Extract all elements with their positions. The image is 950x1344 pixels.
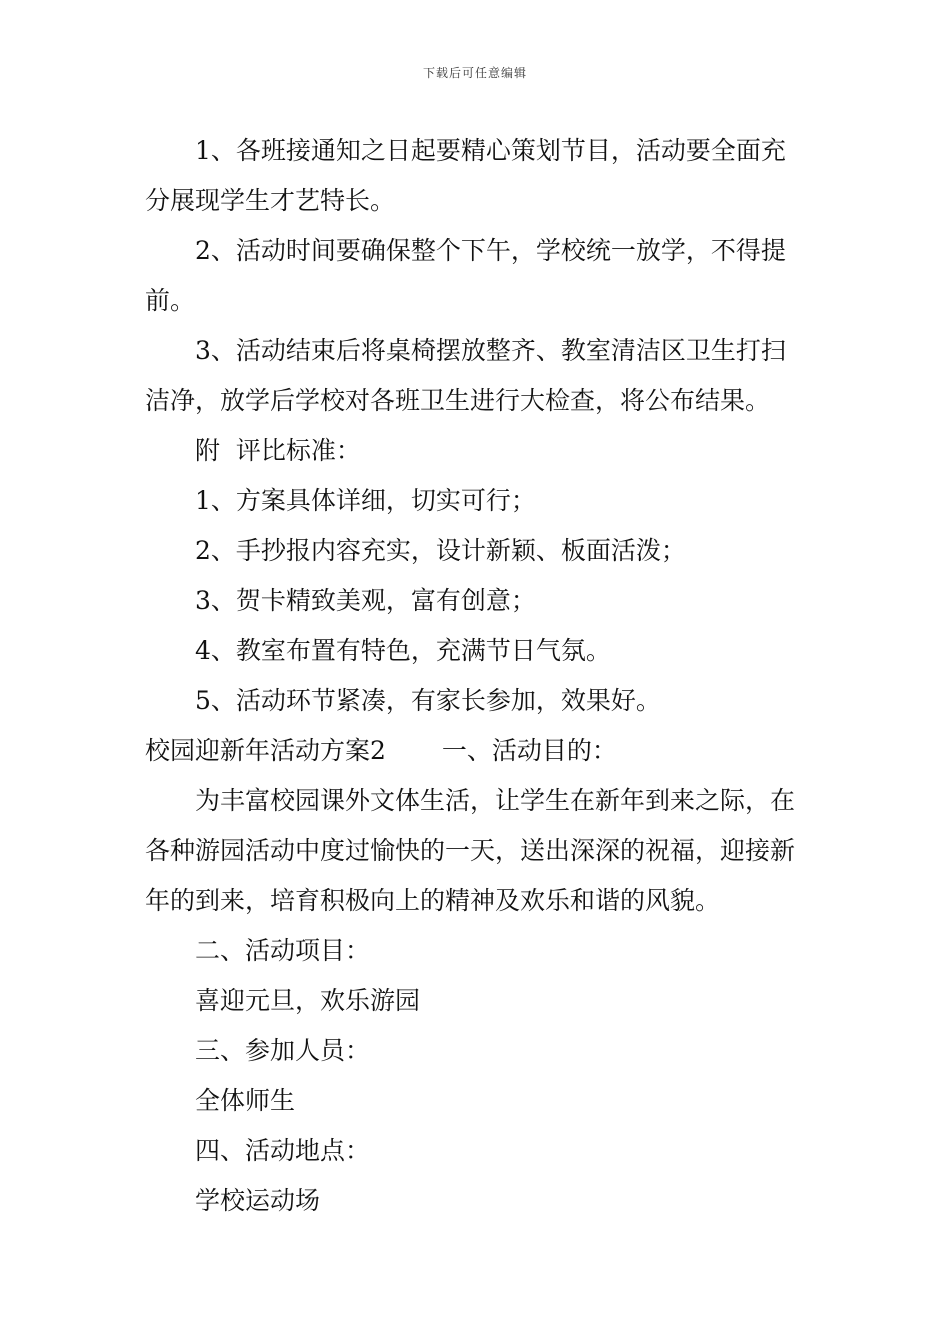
paragraph-heading-participants: 三、参加人员： <box>195 1036 371 1065</box>
paragraph-rule-1: 1、各班接通知之日起要精心策划节目，活动要全面充分展现学生才艺特长。 <box>145 136 786 215</box>
paragraph-location: 学校运动场 <box>195 1186 321 1215</box>
paragraph-criteria-3: 3、贺卡精致美观，富有创意； <box>195 586 536 615</box>
paragraph-criteria-5: 5、活动环节紧凑，有家长参加，效果好。 <box>195 686 661 715</box>
paragraph-rule-3: 3、活动结束后将桌椅摆放整齐、教室清洁区卫生打扫洁净，放学后学校对各班卫生进行大检查，将公布结果。 <box>145 336 786 415</box>
paragraph-participants: 全体师生 <box>195 1086 296 1115</box>
section2-first-heading: 一、活动目的： <box>441 736 617 765</box>
paragraph-purpose: 为丰富校园课外文体生活，让学生在新年到来之际，在各种游园活动中度过愉快的一天，送出深深的祝福，迎接新年的到来，培育积极向上的精神及欢乐和谐的风貌。 <box>145 786 796 915</box>
paragraph-items: 喜迎元旦，欢乐游园 <box>195 986 421 1015</box>
header-note: 下载后可任意编辑 <box>422 66 527 80</box>
paragraph-criteria-1: 1、方案具体详细，切实可行； <box>195 486 536 515</box>
paragraph-criteria-2: 2、手抄报内容充实，设计新颖、板面活泼； <box>195 536 686 565</box>
document-body <box>145 126 810 1226</box>
paragraph-criteria-4: 4、教室布置有特色，充满节日气氛。 <box>195 636 611 665</box>
paragraph-rule-2: 2、活动时间要确保整个下午，学校统一放学，不得提前。 <box>145 236 786 315</box>
paragraph-heading-items: 二、活动项目： <box>195 936 371 965</box>
paragraph-criteria-heading: 附 评比标准： <box>195 436 361 465</box>
paragraph-heading-location: 四、活动地点： <box>195 1136 371 1165</box>
section2-title-line <box>145 726 810 776</box>
section2-title: 校园迎新年活动方案2 <box>145 736 386 765</box>
